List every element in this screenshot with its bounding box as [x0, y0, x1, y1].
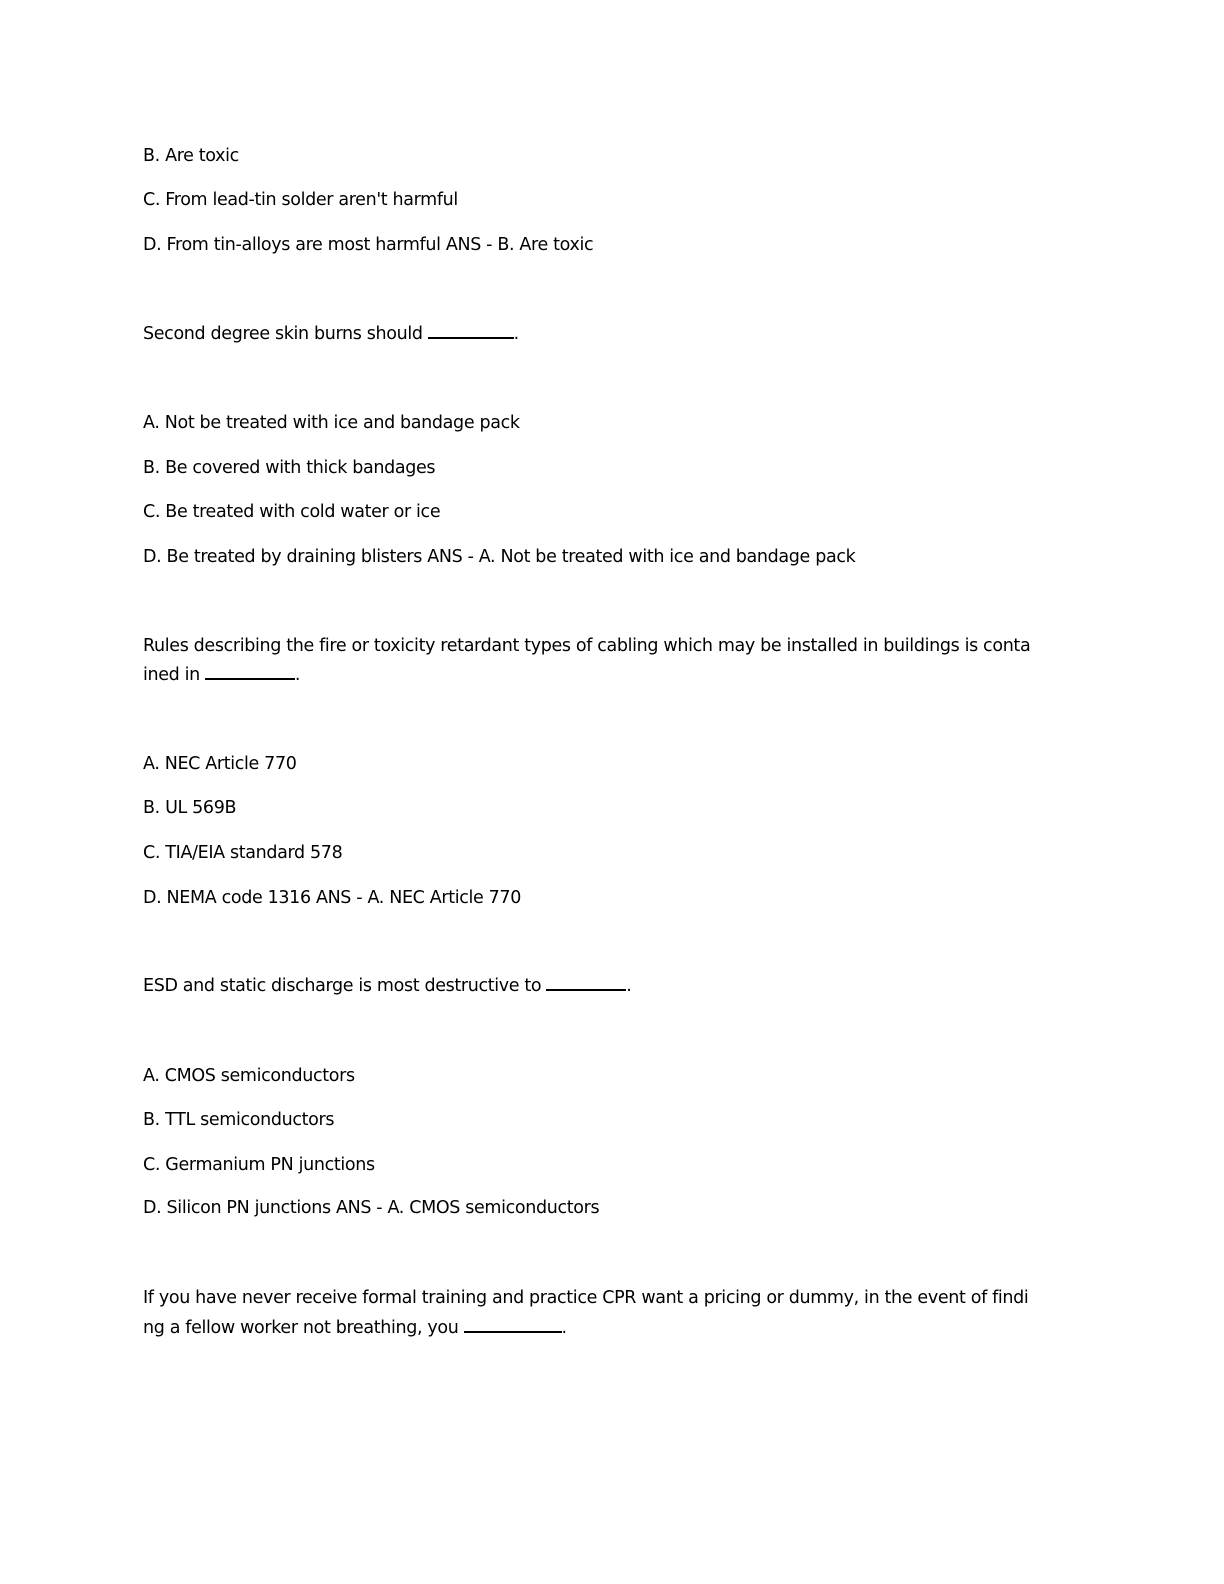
q4-question-text: ESD and static discharge is most destructive to	[143, 976, 542, 996]
q3-option-c: C. TIA/EIA standard 578	[143, 843, 343, 863]
q5-answer-blank	[464, 1317, 562, 1333]
q3-option-b: B. UL 569B	[143, 798, 237, 818]
q4-option-a: A. CMOS semiconductors	[143, 1066, 355, 1086]
q2-question-text: Second degree skin burns should	[143, 324, 423, 344]
q1-option-d-answer: D. From tin-alloys are most harmful ANS - B. Are toxic	[143, 235, 594, 255]
q2-answer-blank	[428, 323, 514, 339]
q3-question-line-2	[143, 661, 300, 690]
q4-option-c: C. Germanium PN junctions	[143, 1155, 375, 1175]
q4-option-b: B. TTL semiconductors	[143, 1110, 335, 1130]
q2-option-b: B. Be covered with thick bandages	[143, 458, 436, 478]
q1-option-b: B. Are toxic	[143, 146, 239, 166]
q3-question-text: ined in	[143, 665, 200, 685]
q2-option-c: C. Be treated with cold water or ice	[143, 502, 441, 522]
q2-option-d-answer: D. Be treated by draining blisters ANS - A. Not be treated with ice and bandage pack	[143, 547, 856, 567]
q5-question-line-2	[143, 1314, 567, 1343]
q3-question-period: .	[294, 665, 301, 685]
q5-question-line-1: If you have never receive formal training and practice CPR want a pricing or dummy, in the event of findi	[143, 1288, 1029, 1308]
q2-question-period: .	[513, 324, 519, 344]
q4-question-period: .	[626, 976, 632, 996]
q4-answer-blank	[546, 975, 626, 991]
q2-option-a: A. Not be treated with ice and bandage pack	[143, 413, 520, 433]
q3-answer-blank	[205, 664, 295, 680]
q2-question	[143, 320, 519, 349]
q5-question-period: .	[561, 1318, 567, 1338]
q4-question	[143, 972, 632, 1001]
q3-question-line-1: Rules describing the fire or toxicity retardant types of cabling which may be installed in buildings is conta	[143, 636, 1031, 656]
q3-option-d-answer: D. NEMA code 1316 ANS - A. NEC Article 770	[143, 888, 521, 908]
q4-option-d-answer: D. Silicon PN junctions ANS - A. CMOS semiconductors	[143, 1198, 600, 1218]
q3-option-a: A. NEC Article 770	[143, 754, 297, 774]
q5-question-text: ng a fellow worker not breathing, you	[143, 1318, 459, 1338]
q1-option-c: C. From lead-tin solder aren't harmful	[143, 190, 458, 210]
